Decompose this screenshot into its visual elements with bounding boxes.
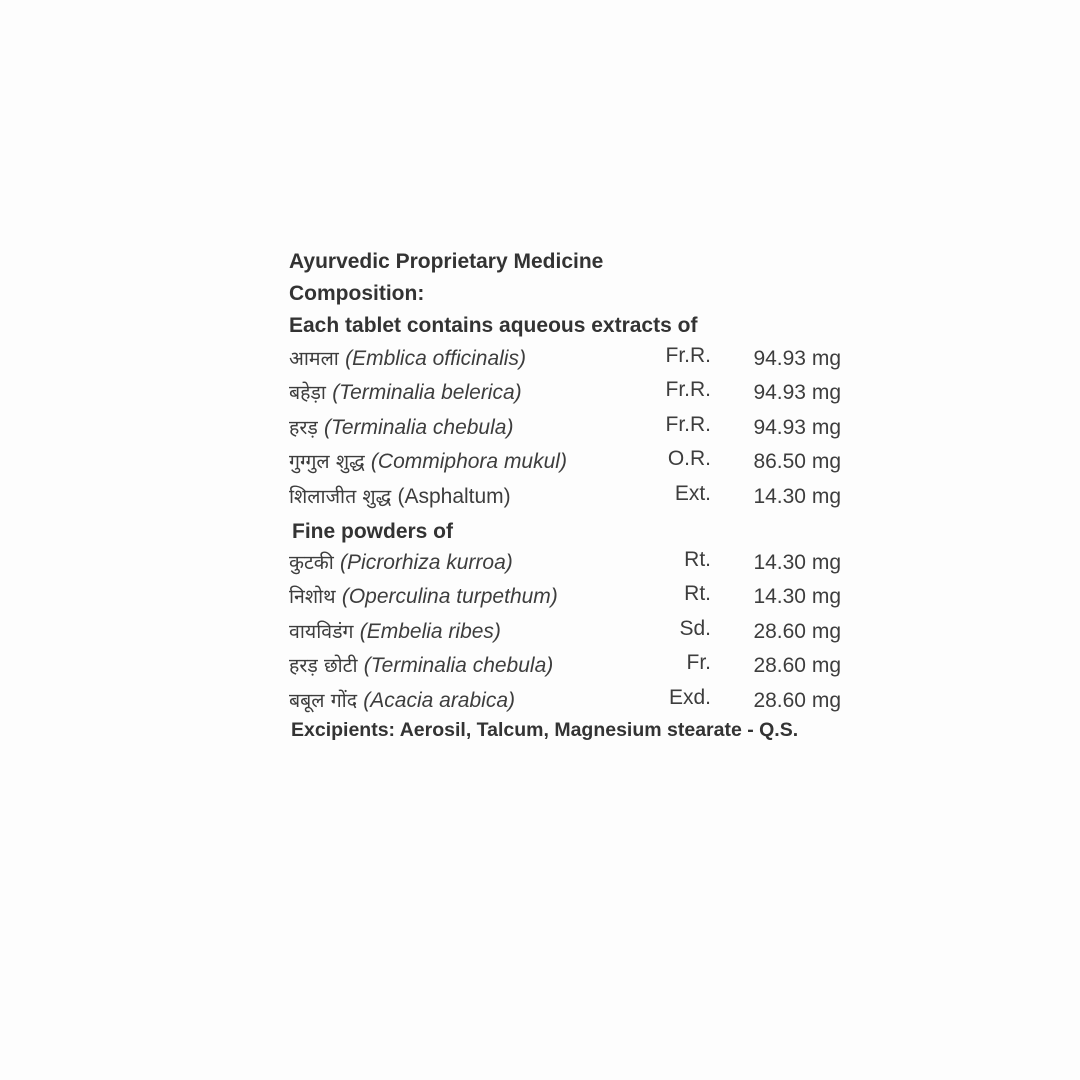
ingredient-row bbox=[289, 615, 849, 649]
ingredient-quantity: 86.50 mg bbox=[753, 450, 841, 474]
ingredient-row bbox=[289, 342, 849, 376]
ingredient-hindi-name: हरड़ bbox=[289, 415, 318, 439]
ingredient-name bbox=[289, 344, 526, 371]
ingredient-name bbox=[289, 548, 513, 575]
ingredient-part-used: O.R. bbox=[667, 447, 711, 471]
ingredient-botanical-name: (Terminalia chebula) bbox=[363, 654, 554, 678]
ingredient-name bbox=[289, 686, 515, 713]
ingredient-name bbox=[289, 651, 553, 678]
ingredient-row bbox=[289, 580, 849, 614]
ingredient-hindi-name: शिलाजीत शुद्ध bbox=[289, 484, 392, 508]
ingredient-part-used: Fr.R. bbox=[665, 378, 711, 402]
ingredient-botanical-name: (Acacia arabica) bbox=[363, 688, 516, 712]
ingredient-quantity: 14.30 mg bbox=[753, 550, 841, 574]
ingredient-hindi-name: आमला bbox=[289, 347, 339, 370]
ingredient-part-used: Sd. bbox=[679, 616, 711, 640]
ingredient-botanical-name: (Terminalia chebula) bbox=[323, 415, 514, 439]
ingredient-quantity: 94.93 mg bbox=[753, 347, 841, 370]
ingredient-part-used: Rt. bbox=[684, 582, 711, 606]
ingredient-part-used: Fr. bbox=[686, 651, 711, 675]
ingredient-row bbox=[289, 546, 849, 580]
ingredient-quantity: 14.30 mg bbox=[753, 585, 841, 609]
composition-heading: Composition: bbox=[289, 282, 425, 305]
ingredient-name bbox=[289, 582, 558, 609]
ingredient-botanical-name: (Terminalia belerica) bbox=[332, 381, 522, 405]
ingredient-botanical-name: (Asphaltum) bbox=[397, 484, 511, 508]
ingredient-hindi-name: गुग्गुल शुद्ध bbox=[289, 450, 365, 474]
ingredient-part-used: Ext. bbox=[674, 481, 711, 505]
powders-list bbox=[289, 546, 849, 718]
ingredient-botanical-name: (Operculina turpethum) bbox=[341, 585, 558, 609]
ingredient-quantity: 28.60 mg bbox=[753, 619, 841, 643]
product-category-title: Ayurvedic Proprietary Medicine bbox=[289, 250, 604, 273]
ingredient-quantity: 94.93 mg bbox=[753, 381, 841, 405]
ingredient-part-used: Fr.R. bbox=[665, 344, 711, 367]
ingredient-hindi-name: बबूल गोंद bbox=[289, 688, 358, 712]
ingredient-row bbox=[289, 684, 849, 718]
composition-label bbox=[289, 246, 849, 744]
ingredient-row bbox=[289, 411, 849, 445]
ingredient-botanical-name: (Commiphora mukul) bbox=[370, 450, 567, 474]
ingredient-name bbox=[289, 378, 522, 405]
ingredient-part-used: Exd. bbox=[668, 685, 711, 709]
ingredient-botanical-name: (Emblica officinalis) bbox=[345, 347, 526, 370]
ingredient-quantity: 94.93 mg bbox=[753, 415, 841, 439]
ingredient-name bbox=[289, 617, 501, 644]
ingredient-hindi-name: कुटकी bbox=[289, 550, 334, 574]
excipients-line: Excipients: Aerosil, Talcum, Magnesium stearate - Q.S. bbox=[291, 718, 799, 741]
ingredient-name bbox=[289, 482, 511, 509]
ingredient-part-used: Rt. bbox=[684, 547, 711, 571]
ingredient-hindi-name: वायविडंग bbox=[289, 619, 354, 643]
ingredient-row bbox=[289, 445, 849, 479]
ingredient-row bbox=[289, 649, 849, 683]
ingredient-row bbox=[289, 480, 849, 514]
ingredient-botanical-name: (Embelia ribes) bbox=[359, 619, 501, 643]
ingredient-name bbox=[289, 413, 513, 440]
ingredient-quantity: 28.60 mg bbox=[753, 654, 841, 678]
ingredient-hindi-name: निशोथ bbox=[289, 585, 336, 609]
extracts-list bbox=[289, 342, 849, 514]
extracts-heading: Each tablet contains aqueous extracts of bbox=[289, 314, 698, 337]
ingredient-name bbox=[289, 447, 567, 474]
ingredient-quantity: 28.60 mg bbox=[753, 688, 841, 712]
ingredient-quantity: 14.30 mg bbox=[753, 484, 841, 508]
ingredient-row bbox=[289, 376, 849, 410]
powders-heading: Fine powders of bbox=[292, 519, 454, 543]
ingredient-botanical-name: (Picrorhiza kurroa) bbox=[340, 550, 513, 574]
ingredient-hindi-name: बहेड़ा bbox=[289, 381, 326, 405]
ingredient-hindi-name: हरड़ छोटी bbox=[289, 654, 358, 678]
ingredient-part-used: Fr.R. bbox=[665, 412, 711, 436]
